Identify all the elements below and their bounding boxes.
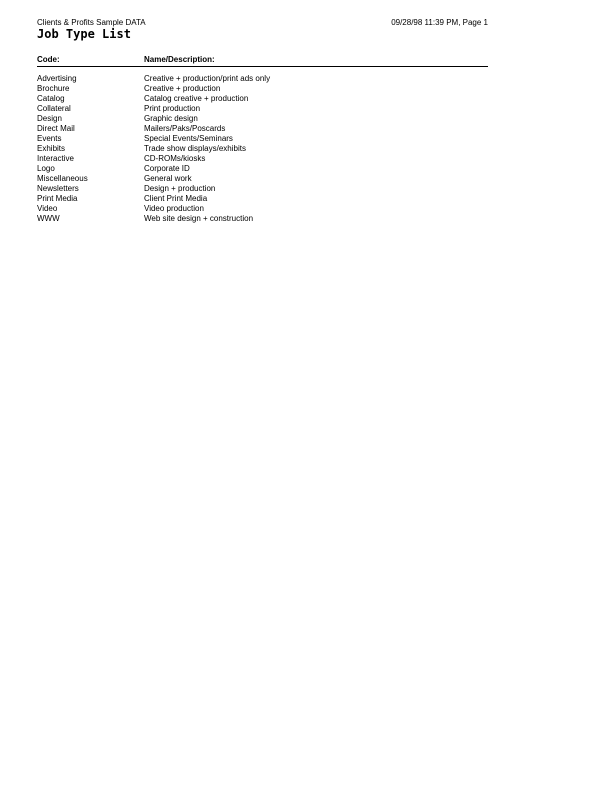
job-type-description: Trade show displays/exhibits (144, 144, 246, 153)
job-type-code: Design (37, 114, 62, 123)
table-row (37, 74, 488, 84)
table-row (37, 94, 488, 104)
job-type-description: General work (144, 174, 192, 183)
job-type-code: Brochure (37, 84, 70, 93)
column-header-code: Code: (37, 55, 60, 64)
job-type-code: Exhibits (37, 144, 66, 153)
table-row (37, 124, 488, 134)
column-header-description: Name/Description: (144, 55, 215, 64)
job-type-description: Creative + production/print ads only (144, 74, 271, 83)
table-row (37, 134, 488, 144)
job-type-code: Print Media (37, 194, 78, 203)
job-type-code: Miscellaneous (37, 174, 88, 183)
table-row (37, 174, 488, 184)
job-type-description: Graphic design (144, 114, 198, 123)
job-type-code: Catalog (37, 94, 65, 103)
job-type-description: Catalog creative + production (144, 94, 249, 103)
job-type-description: Client Print Media (144, 194, 208, 203)
table-row (37, 104, 488, 114)
job-type-code: Advertising (37, 74, 77, 83)
job-type-table (37, 74, 488, 224)
job-type-description: Design + production (144, 184, 216, 193)
job-type-code: Interactive (37, 154, 74, 163)
header-divider (37, 66, 488, 67)
table-row (37, 204, 488, 214)
job-type-code: WWW (37, 214, 60, 223)
job-type-description: Print production (144, 104, 201, 113)
job-type-description: CD-ROMs/kiosks (144, 154, 206, 163)
job-type-description: Mailers/Paks/Poscards (144, 124, 226, 133)
job-type-code: Collateral (37, 104, 71, 113)
run-date-page: 09/28/98 11:39 PM, Page 1 (391, 18, 488, 27)
table-row (37, 214, 488, 224)
job-type-description: Corporate ID (144, 164, 190, 173)
job-type-description: Special Events/Seminars (144, 134, 233, 143)
table-row (37, 194, 488, 204)
job-type-description: Web site design + construction (144, 214, 254, 223)
page-title: Job Type List (37, 27, 131, 41)
table-row (37, 114, 488, 124)
table-row (37, 154, 488, 164)
table-row (37, 144, 488, 154)
job-type-description: Creative + production (144, 84, 221, 93)
table-row (37, 84, 488, 94)
table-row (37, 164, 488, 174)
job-type-code: Events (37, 134, 62, 143)
job-type-code: Newsletters (37, 184, 79, 193)
job-type-code: Video (37, 204, 58, 213)
company-name: Clients & Profits Sample DATA (37, 18, 146, 27)
job-type-description: Video production (144, 204, 204, 213)
job-type-code: Logo (37, 164, 55, 173)
job-type-code: Direct Mail (37, 124, 75, 133)
table-row (37, 184, 488, 194)
